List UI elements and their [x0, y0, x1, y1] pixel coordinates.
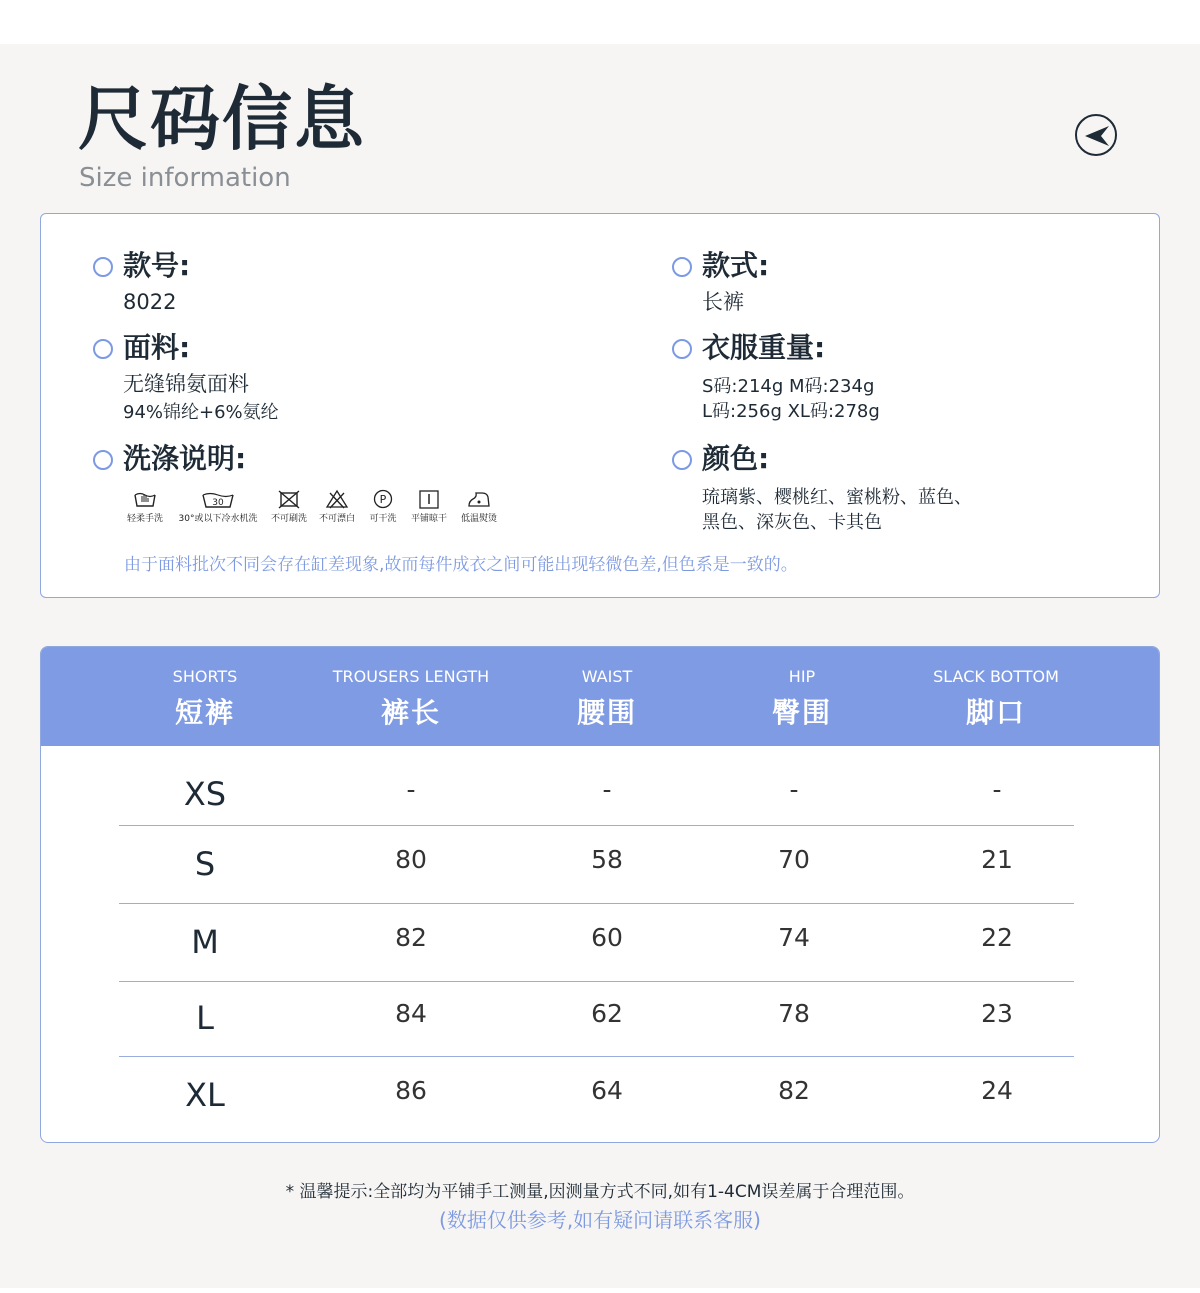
column-header-cn: 短裤: [174, 696, 235, 729]
table-cell: 80: [395, 845, 427, 874]
no-brush-icon: [276, 489, 302, 509]
column-header-hip: [702, 647, 902, 746]
row-divider: [119, 1056, 1074, 1057]
dry-clean-p-icon: [372, 489, 394, 509]
row-divider: [119, 825, 1074, 826]
bullet-circle-icon: [672, 339, 692, 359]
fabric-value: 无缝锦氨面料: [123, 372, 249, 396]
size-table-header: [41, 647, 1159, 746]
size-cell: L: [196, 999, 214, 1037]
care-item: [315, 489, 359, 524]
fabric-composition: 94%锦纶+6%氨纶: [123, 402, 279, 423]
care-item: [363, 489, 403, 524]
column-header-en: TROUSERS LENGTH: [332, 667, 490, 686]
care-item: [123, 489, 167, 524]
table-cell: -: [992, 775, 1002, 804]
bullet-circle-icon: [672, 257, 692, 277]
size-cell: XS: [183, 775, 227, 813]
washing-label: 洗涤说明:: [123, 442, 247, 475]
table-cell: 84: [395, 999, 427, 1028]
care-text: 可干洗: [369, 514, 397, 524]
size-table: [40, 646, 1160, 1143]
care-text: 低温熨烫: [460, 514, 497, 524]
table-cell: 60: [591, 923, 623, 952]
table-cell: -: [789, 775, 799, 804]
arrow-left-circle-icon[interactable]: [1075, 114, 1117, 156]
bullet-circle-icon: [672, 450, 692, 470]
size-cell: M: [191, 923, 219, 961]
table-cell: 82: [395, 923, 427, 952]
row-divider: [119, 981, 1074, 982]
table-cell: 70: [778, 845, 810, 874]
svg-text:30: 30: [212, 498, 224, 508]
gentle-hand-wash-icon: [133, 489, 157, 509]
care-item: [173, 489, 263, 524]
size-cell: XL: [185, 1076, 225, 1114]
care-text: 不可漂白: [318, 514, 355, 524]
bullet-circle-icon: [93, 450, 113, 470]
iron-low-icon: [466, 489, 492, 509]
table-cell: 24: [981, 1076, 1013, 1105]
column-header-shorts: [105, 647, 305, 746]
table-cell: 78: [778, 999, 810, 1028]
bullet-circle-icon: [93, 339, 113, 359]
care-item: [407, 489, 451, 524]
color-line-2: 黑色、深灰色、卡其色: [702, 512, 882, 533]
column-header-en: SLACK BOTTOM: [933, 667, 1059, 686]
no-bleach-icon: [325, 489, 349, 509]
style-label: 款式:: [702, 249, 770, 282]
table-cell: 64: [591, 1076, 623, 1105]
column-header-cn: 裤长: [380, 696, 441, 729]
care-text: 平铺晾干: [410, 514, 447, 524]
measurement-tip: * 温馨提示:全部均为平铺手工测量,因测量方式不同,如有1-4CM误差属于合理范围。: [285, 1182, 915, 1202]
table-cell: 86: [395, 1076, 427, 1105]
weight-line-1: S码:214g M码:234g: [702, 376, 875, 397]
care-icons-row: [123, 489, 523, 529]
column-header-cn: 脚口: [965, 696, 1026, 729]
fabric-label: 面料:: [123, 331, 191, 364]
table-cell: 22: [981, 923, 1013, 952]
care-text: 轻柔手洗: [126, 514, 163, 524]
column-header-cn: 臀围: [771, 696, 832, 729]
column-header-en: WAIST: [581, 667, 633, 686]
care-text: 不可刷洗: [270, 514, 307, 524]
svg-text:P: P: [379, 493, 387, 506]
column-header-slack-bottom: [896, 647, 1096, 746]
dry-flat-icon: [418, 489, 440, 509]
page-title: 尺码信息: [78, 78, 366, 160]
care-item: [267, 489, 311, 524]
table-cell: 23: [981, 999, 1013, 1028]
table-cell: -: [406, 775, 416, 804]
table-cell: 21: [981, 845, 1013, 874]
column-header-trousers-length: [311, 647, 511, 746]
wash-30-icon: [199, 489, 237, 509]
table-cell: -: [602, 775, 612, 804]
column-header-en: SHORTS: [172, 667, 238, 686]
color-line-1: 琉璃紫、樱桃红、蜜桃粉、蓝色、: [702, 487, 972, 508]
care-text: 30°或以下冷水机洗: [178, 514, 258, 524]
column-header-cn: 腰围: [576, 696, 637, 729]
bullet-circle-icon: [93, 257, 113, 277]
reference-note: (数据仅供参考,如有疑问请联系客服): [439, 1208, 761, 1232]
product-info-card: [40, 213, 1160, 598]
size-cell: S: [194, 845, 216, 883]
color-label: 颜色:: [702, 442, 770, 475]
column-header-waist: [507, 647, 707, 746]
column-header-en: HIP: [788, 667, 816, 686]
model-number-label: 款号:: [123, 249, 191, 282]
weight-line-2: L码:256g XL码:278g: [702, 401, 880, 422]
weight-label: 衣服重量:: [702, 331, 826, 364]
model-number-value: 8022: [123, 290, 177, 314]
table-cell: 62: [591, 999, 623, 1028]
table-cell: 58: [591, 845, 623, 874]
care-item: [457, 489, 501, 524]
row-divider: [119, 903, 1074, 904]
color-difference-notice: 由于面料批次不同会存在缸差现象,故而每件成衣之间可能出现轻微色差,但色系是一致的。: [124, 555, 798, 575]
page-subtitle: Size information: [79, 163, 291, 193]
style-value: 长裤: [702, 290, 744, 314]
table-cell: 74: [778, 923, 810, 952]
table-cell: 82: [778, 1076, 810, 1105]
